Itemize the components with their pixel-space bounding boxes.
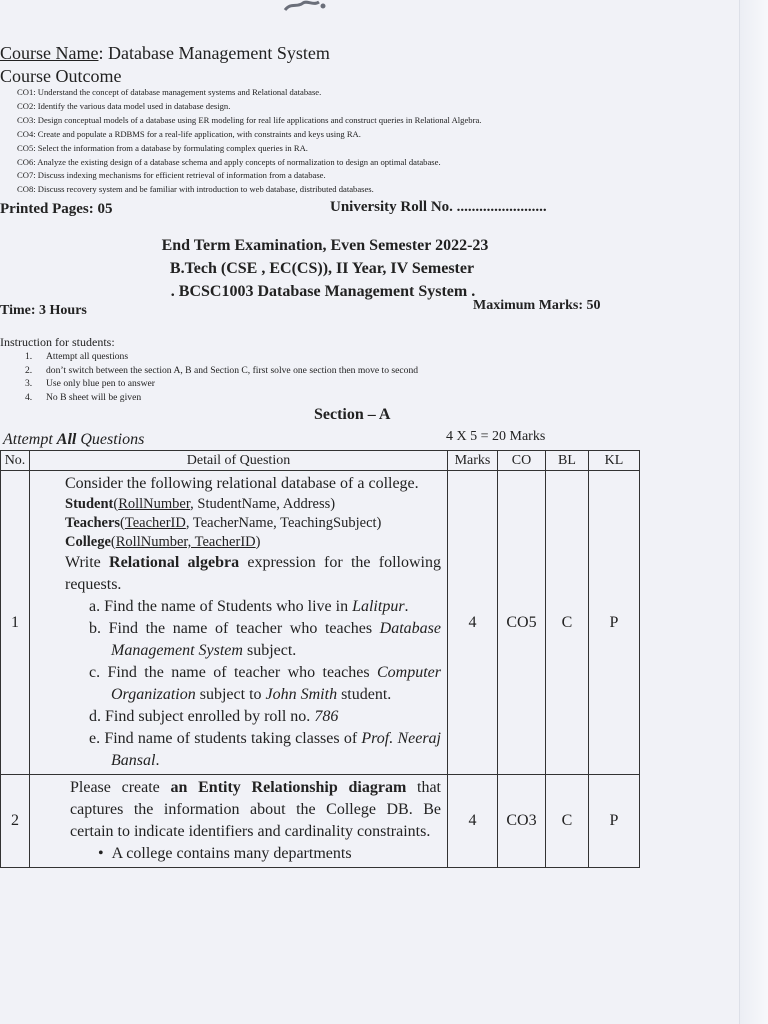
course-outcome-title: Course Outcome (0, 66, 122, 86)
course-outcome-item: CO2: Identify the various data model used in database design. (17, 100, 231, 111)
table-header-row (1, 451, 640, 471)
question-bl: C (546, 775, 589, 868)
question-detail (30, 775, 448, 868)
header-kl: KL (589, 451, 640, 471)
instructions-title: Instruction for students: (0, 335, 115, 349)
question-bl: C (546, 471, 589, 775)
question-co: CO3 (498, 775, 546, 868)
question-number: 2 (1, 775, 30, 868)
relation-teachers: Teachers(TeacherID, TeacherName, TeachingSubject) (65, 515, 382, 531)
course-outcome-item: CO4: Create and populate a RDBMS for a real-life application, with constraints and keys using RA. (17, 128, 361, 139)
header-no: No. (1, 451, 30, 471)
maximum-marks: Maximum Marks: 50 (473, 298, 601, 313)
question-marks: 4 (448, 775, 498, 868)
course-outcome-item: CO3: Design conceptual models of a database using ER modeling for real life applications and construct queries in Relational Algebra. (17, 114, 482, 125)
relation-college: College(RollNumber, TeacherID) (65, 534, 261, 550)
course-name: Course Name: Database Management System (0, 43, 330, 63)
course-code-title: . BCSC1003 Database Management System . (170, 283, 476, 300)
section-marks: 4 X 5 = 20 Marks (446, 429, 546, 444)
q1-subpart-a: a. Find the name of Students who live in Lalitpur. (89, 598, 409, 615)
printed-pages: Printed Pages: 05 (0, 201, 113, 217)
program-line: B.Tech (CSE , EC(CS)), II Year, IV Semester (169, 260, 475, 277)
q1-subpart-d: d. Find subject enrolled by roll no. 786 (89, 708, 339, 725)
university-roll-field: University Roll No. ........................ (330, 199, 547, 215)
exam-time: Time: 3 Hours (0, 303, 87, 318)
course-outcome-item: CO8: Discuss recovery system and be familiar with introduction to web database, distributed databases. (17, 184, 374, 195)
q1-intro: Consider the following relational database of a college. (65, 475, 419, 492)
course-outcome-item: CO7: Discuss indexing mechanisms for efficient retrieval of information from a database. (17, 170, 326, 181)
header-detail: Detail of Question (30, 451, 448, 471)
question-table (0, 450, 640, 868)
q1-subpart-b: b. Find the name of teacher who teaches Database Management System subject. (89, 620, 441, 659)
question-co: CO5 (498, 471, 546, 775)
question-number: 1 (1, 471, 30, 775)
section-title: Section – A (314, 406, 391, 423)
relation-student: Student(RollNumber, StudentName, Address) (65, 496, 336, 512)
question-kl: P (589, 471, 640, 775)
course-outcome-item: CO1: Understand the concept of database management systems and Relational database. (17, 87, 322, 97)
q1-prompt: Write Relational algebra expression for the following requests. (65, 554, 441, 593)
instruction-item: 2. don’t switch between the section A, B and Section C, first solve one section then move to second (25, 364, 419, 376)
header-bl: BL (546, 451, 589, 471)
ink-smudge (283, 0, 327, 12)
course-outcome-item: CO5: Select the information from a database by formulating complex queries in RA. (17, 142, 308, 153)
attempt-instruction: Attempt All Questions (3, 431, 145, 448)
course-outcome-list (17, 86, 637, 197)
exam-title: End Term Examination, Even Semester 2022-23 (161, 237, 489, 254)
q1-subpart-e: e. Find name of students taking classes of Prof. Neeraj Bansal. (89, 730, 441, 769)
header-co: CO (498, 451, 546, 471)
course-outcome-item: CO6: Analyze the existing design of a database schema and apply concepts of normalization to design an optimal database. (17, 156, 441, 167)
instructions-list (0, 350, 418, 404)
header-marks: Marks (448, 451, 498, 471)
q2-prompt: Please create an Entity Relationship diagram that captures the information about the College DB. Be certain to indicate identifiers and cardinality constraints. (70, 779, 441, 840)
instruction-item: 3. Use only blue pen to answer (25, 378, 155, 389)
exam-heading (0, 234, 650, 303)
paper-edge-shadow (739, 0, 768, 1024)
q1-subpart-c: c. Find the name of teacher who teaches Computer Organization subject to John Smith student. (89, 664, 441, 703)
q2-bullet: • A college contains many departments (98, 845, 352, 862)
instruction-item: 1. Attempt all questions (25, 351, 129, 362)
question-marks: 4 (448, 471, 498, 775)
question-detail (30, 471, 448, 775)
table-row (1, 775, 640, 868)
table-row (1, 471, 640, 775)
question-kl: P (589, 775, 640, 868)
instruction-item: 4. No B sheet will be given (25, 391, 142, 403)
